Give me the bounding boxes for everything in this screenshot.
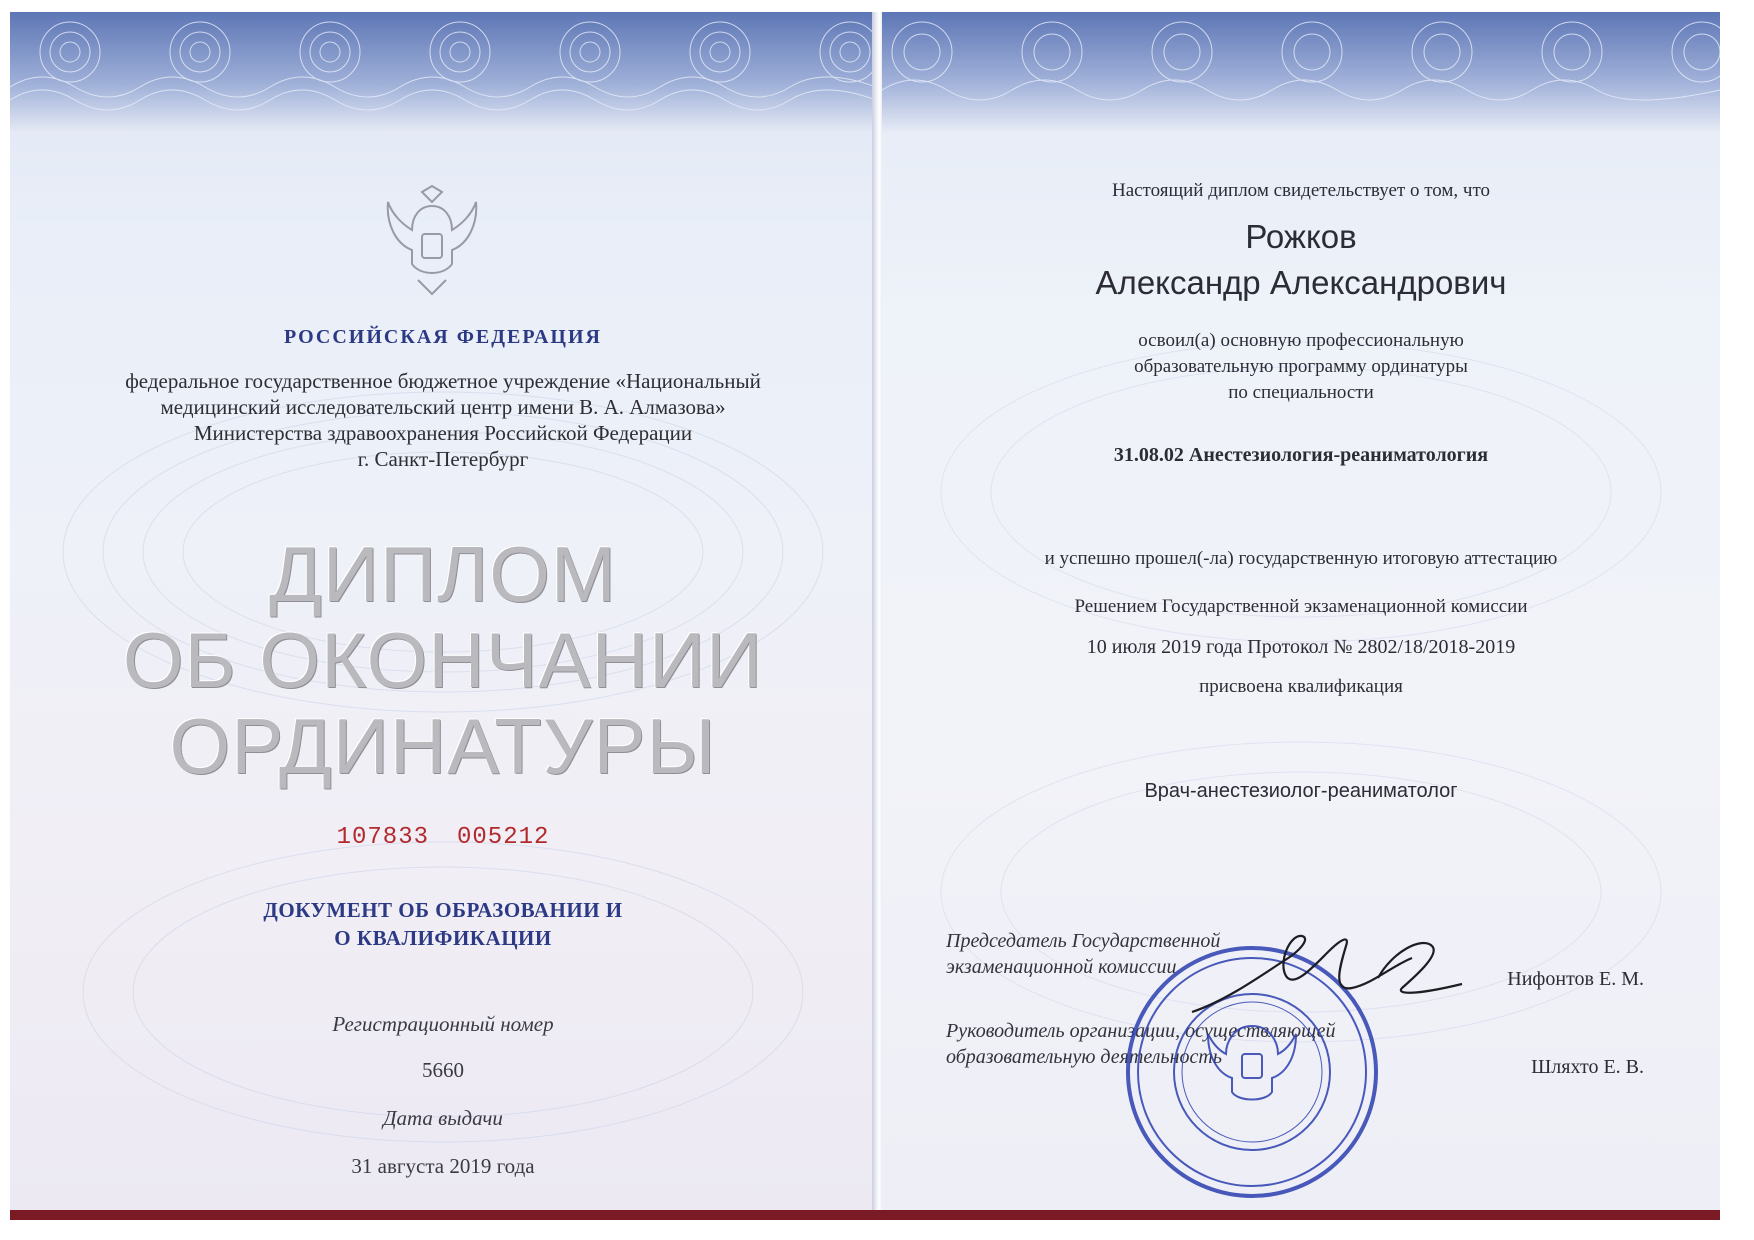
document-type	[10, 896, 876, 952]
qualification: Врач-анестезиолог-реаниматолог	[1144, 780, 1458, 802]
registration-number: 5660	[422, 1058, 464, 1082]
diploma-title-line: ОБ ОКОНЧАНИИ	[122, 616, 764, 704]
diploma-title-line: ОРДИНАТУРЫ	[169, 702, 717, 790]
right-page	[882, 12, 1720, 1214]
serial-series: 107833	[336, 824, 429, 851]
protocol-line: 10 июля 2019 года Протокол № 2802/18/2018-2019	[1086, 636, 1516, 658]
graduate-surname: Рожков	[1245, 218, 1357, 255]
certification-intro: Настоящий диплом свидетельствует о том, что	[1111, 180, 1491, 201]
specialty: 31.08.02 Анестезиология-реаниматология	[1113, 444, 1489, 466]
serial-number	[10, 824, 876, 851]
left-page	[10, 12, 876, 1214]
document-type-line: ДОКУМЕНТ ОБ ОБРАЗОВАНИИ И	[263, 898, 623, 922]
program-statement	[882, 328, 1720, 406]
issuing-organization	[10, 368, 876, 472]
cover-edge	[10, 1210, 1720, 1220]
program-line: по специальности	[1228, 382, 1374, 403]
qualification-label: присвоена квалификация	[1199, 676, 1403, 697]
diploma-title-line: ДИПЛОМ	[269, 530, 617, 618]
commission-chair-name: Нифонтов Е. М.	[1507, 968, 1644, 990]
signer-title-line: образовательную деятельность	[946, 1046, 1222, 1068]
handwritten-signature	[1182, 922, 1472, 1032]
organization-head-name: Шляхто Е. В.	[1531, 1056, 1644, 1078]
signer-title-line: Председатель Государственной	[946, 930, 1221, 952]
program-line: освоил(а) основную профессиональную	[1138, 330, 1464, 351]
program-line: образовательную программу ординатуры	[1134, 356, 1468, 377]
diploma-spread	[10, 12, 1720, 1220]
issue-date: 31 августа 2019 года	[351, 1154, 535, 1178]
signer-title-line: Руководитель организации, осуществляющей	[946, 1020, 1336, 1042]
country-heading: РОССИЙСКАЯ ФЕДЕРАЦИЯ	[283, 326, 602, 348]
issue-date-label: Дата выдачи	[383, 1106, 503, 1130]
org-line: Министерства здравоохранения Российской Федерации	[193, 421, 693, 445]
document-type-line: О КВАЛИФИКАЦИИ	[334, 926, 552, 950]
org-city: г. Санкт-Петербург	[357, 447, 529, 471]
org-line: медицинский исследовательский центр имени В. А. Алмазова»	[160, 395, 726, 419]
attestation-statement: и успешно прошел(-ла) государственную итоговую аттестацию	[1044, 548, 1558, 569]
serial-no: 005212	[457, 824, 550, 851]
signer-title-line: экзаменационной комиссии	[946, 956, 1177, 978]
registration-label: Регистрационный номер	[332, 1012, 554, 1036]
org-line: федеральное государственное бюджетное учреждение «Национальный	[125, 369, 761, 393]
graduate-given-names: Александр Александрович	[1095, 264, 1507, 301]
security-pattern-band	[882, 12, 1720, 132]
coat-of-arms-emblem	[382, 184, 482, 296]
commission-decision: Решением Государственной экзаменационной комиссии	[1074, 596, 1528, 617]
security-pattern-band	[10, 12, 876, 132]
